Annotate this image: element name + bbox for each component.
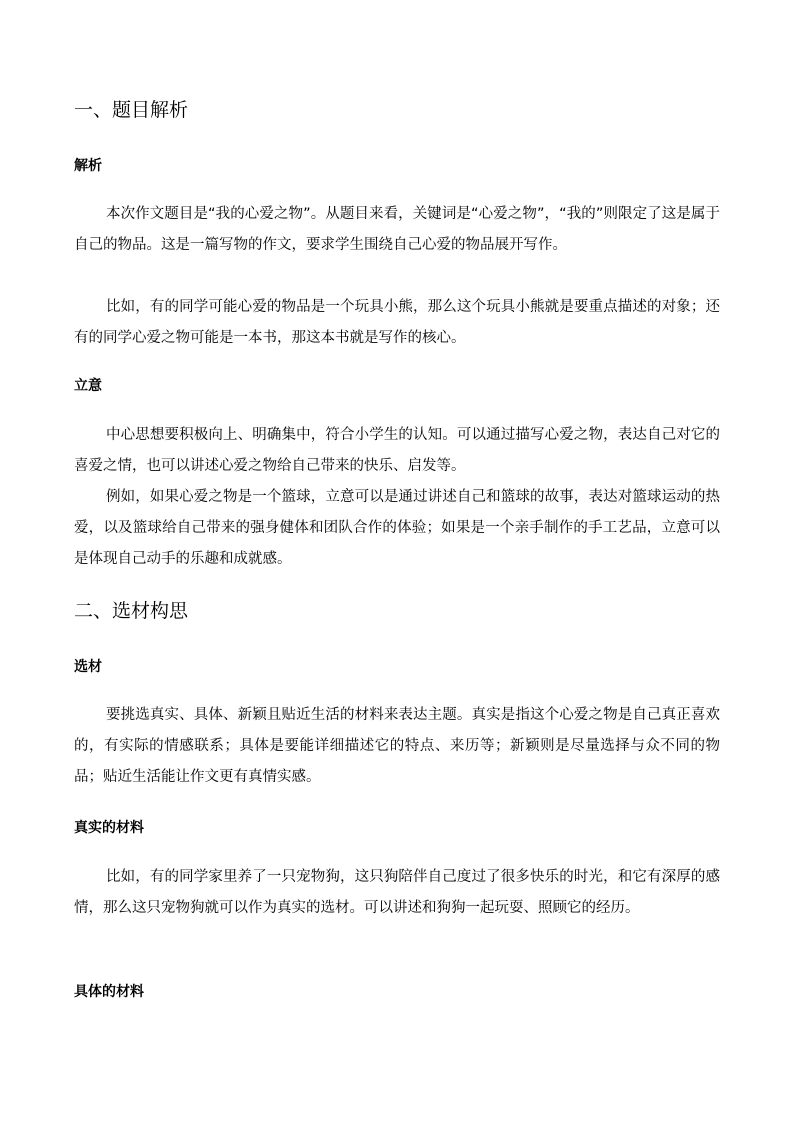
section-heading-topic-analysis: 一、题目解析 — [74, 99, 189, 121]
subheading-theme: 立意 — [74, 378, 102, 394]
section-heading-material-selection: 二、选材构思 — [74, 600, 189, 622]
subheading-real-material: 真实的材料 — [74, 820, 144, 836]
subheading-analysis: 解析 — [74, 158, 102, 174]
paragraph-theme-1: 中心思想要积极向上、明确集中，符合小学生的认知。可以通过描写心爱之物，表达自己对它的喜爱之情，也可以讲述心爱之物给自己带来的快乐、启发等。 — [74, 427, 720, 474]
paragraph-analysis-2: 比如，有的同学可能心爱的物品是一个玩具小熊，那么这个玩具小熊就是要重点描述的对象；还有的同学心爱之物可能是一本书，那这本书就是写作的核心。 — [74, 299, 720, 346]
subheading-concrete-material: 具体的材料 — [74, 984, 144, 1000]
subheading-material: 选材 — [74, 659, 102, 675]
paragraph-real-material: 比如，有的同学家里养了一只宠物狗，这只狗陪伴自己度过了很多快乐的时光，和它有深厚的感情，那么这只宠物狗就可以作为真实的选材。可以讲述和狗狗一起玩耍、照顾它的经历。 — [74, 869, 720, 916]
paragraph-material: 要挑选真实、具体、新颖且贴近生活的材料来表达主题。真实是指这个心爱之物是自己真正喜欢的，有实际的情感联系；具体是要能详细描述它的特点、来历等；新颖则是尽量选择与众不同的物品；贴近生活能让作文更有真情实感。 — [74, 707, 720, 785]
paragraph-analysis-1: 本次作文题目是“我的心爱之物”。从题目来看，关键词是“心爱之物”，“我的”则限定了这是属于自己的物品。这是一篇写物的作文，要求学生围绕自己心爱的物品展开写作。 — [74, 206, 720, 253]
paragraph-theme-2: 例如，如果心爱之物是一个篮球，立意可以是通过讲述自己和篮球的故事，表达对篮球运动的热爱，以及篮球给自己带来的强身健体和团队合作的体验；如果是一个亲手制作的手工艺品，立意可以是体现自己动手的乐趣和成就感。 — [74, 489, 720, 567]
